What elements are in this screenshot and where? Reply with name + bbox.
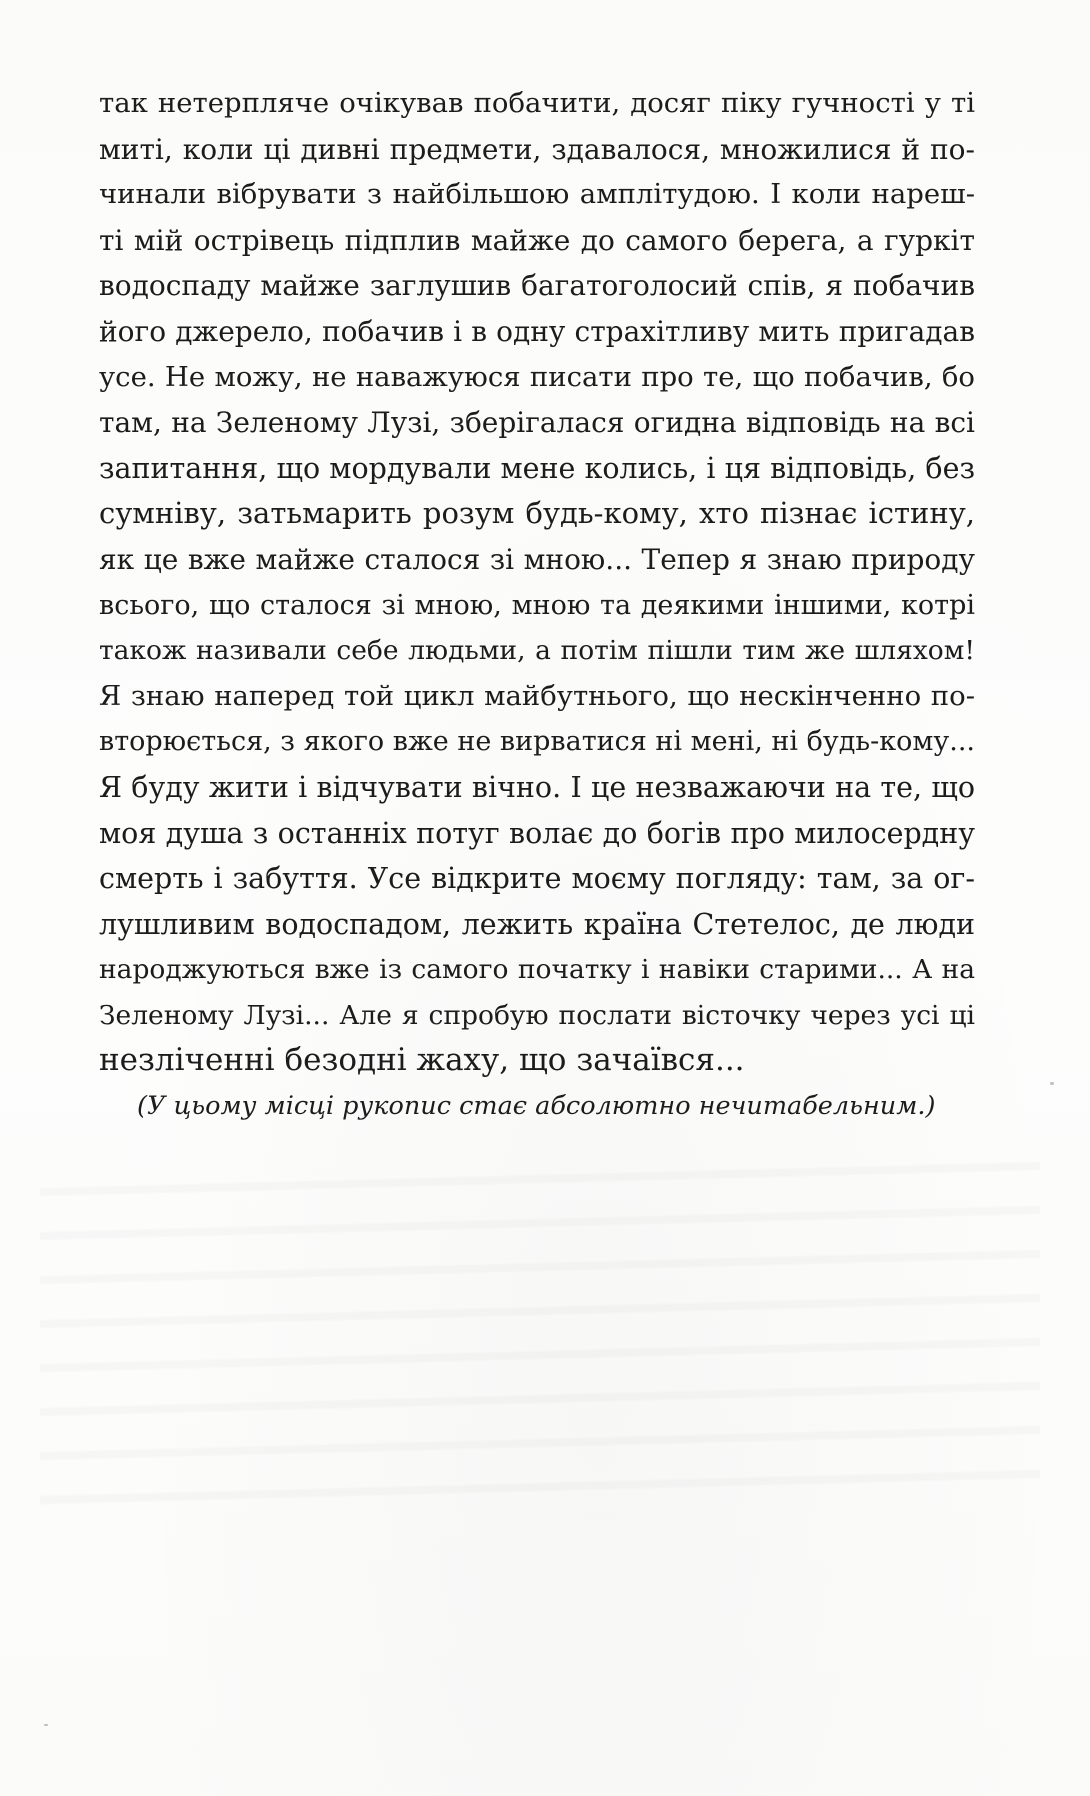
text-line: водоспаду майже заглушив багатоголосий спів, я побачив bbox=[99, 269, 975, 303]
text-line: так нетерпляче очікував побачити, досяг піку гучності у ті bbox=[99, 87, 975, 119]
text-line: Я буду жити і відчувати вічно. І це незважаючи на те, що bbox=[99, 770, 975, 804]
text-line: Зеленому Лузі... Але я спробую послати вісточку через усі ці bbox=[99, 999, 975, 1031]
text-line: всього, що сталося зі мною, мною та деякими іншими, котрі bbox=[99, 589, 975, 621]
text-line: також називали себе людьми, а потім пішли тим же шляхом! bbox=[99, 635, 975, 667]
page-speck bbox=[1050, 1082, 1054, 1085]
text-line: народжуються вже із самого початку і навіки старими... А на bbox=[99, 954, 975, 986]
text-line: моя душа з останніх потуг волає до богів про милосердну bbox=[99, 816, 975, 850]
text-line: як це вже майже сталося зі мною... Тепер я знаю природу bbox=[99, 542, 975, 576]
text-line: ті мій острівець підплив майже до самого берега, а гуркіт bbox=[99, 223, 975, 257]
text-line-last: незліченні безодні жаху, що зачаївся... bbox=[99, 1042, 745, 1079]
text-line: чинали вібрувати з найбільшою амплітудою. І коли нареш- bbox=[99, 178, 975, 211]
text-line: його джерело, побачив і в одну страхітливу мить пригадав bbox=[99, 314, 975, 348]
text-line: там, на Зеленому Лузі, зберігалася огидна відповідь на всі bbox=[99, 406, 975, 440]
text-line: сумніву, затьмарить розум будь-кому, хто пізнає істину, bbox=[99, 496, 975, 531]
text-line: усе. Не можу, не наважуюся писати про те, що побачив, бо bbox=[99, 360, 975, 393]
body-text bbox=[99, 81, 975, 1130]
text-line: смерть і забуття. Усе відкрите моєму погляду: там, за ог- bbox=[99, 862, 975, 896]
text-line: Я знаю наперед той цикл майбутнього, що нескінченно по- bbox=[99, 679, 975, 712]
text-line: запитання, що мордували мене колись, і ця відповідь, без bbox=[99, 451, 975, 485]
page-speck bbox=[44, 1724, 48, 1726]
text-line: миті, коли ці дивні предмети, здавалося, множилися й по- bbox=[99, 132, 975, 166]
text-line: лушливим водоспадом, лежить країна Стетелос, де люди bbox=[99, 907, 975, 941]
editor-note: (У цьому місці рукопис стає абсолютно нечитабельним.) bbox=[137, 1091, 936, 1122]
text-line: вторюється, з якого вже не вирватися ні мені, ні будь-кому... bbox=[99, 726, 975, 758]
show-through-text bbox=[40, 1127, 1040, 1513]
